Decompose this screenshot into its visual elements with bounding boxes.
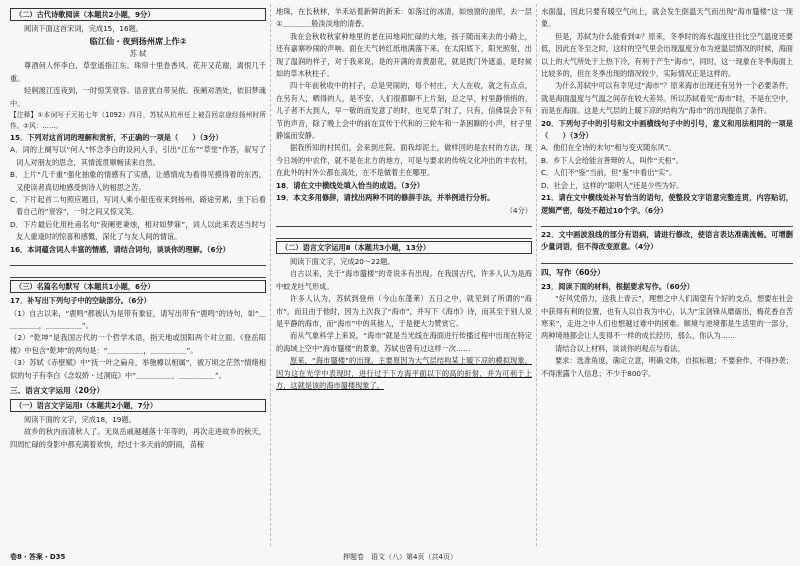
passage-text: 自古以来，关于“海市蜃楼”的奇说多有出现。在我国古代，许多人认为是海中蛟龙吐气形成。 xyxy=(276,269,532,291)
poem-note: 【注释】①本词写于元祐七年（1092）四月，苏轼从杭州任上被召回京途经扬州时所作。②风：……。 xyxy=(10,111,266,131)
passage-text: 为什么苏轼中可以有幸见过“海市”？原来海市出现还有另外一个必要条件，就是海面温度与气温之间存在较大差异。所以苏轼看见“海市”时，不是在空中，而是在海面。这是大气层的上暖下凉的结构为“海市”的出现提供了条件。 xyxy=(541,81,793,116)
section-header: （二）古代诗歌阅读（本题共2小题，9分） xyxy=(10,8,266,21)
section-intro: 阅读下面的文字，完成18，19题。 xyxy=(24,414,136,424)
question-20: 20．下列句子中的引号和文中画横线句子中的引号，意义和用法相同的一项是（ ）（3分） xyxy=(541,118,793,141)
column-divider xyxy=(270,4,271,546)
option-d: D．社会上，这样的“聪明人”还是少些为好。 xyxy=(541,180,684,190)
option-a: A．词的上阕写以“何人”怀念李白的设问入手，引出“江东”“草堂”作答，叙写了词人对朋友的思念，其情流贯顺畅读来自然。 xyxy=(10,145,266,167)
poem-line: 轻舸渡江连夜到，一时惊笑衰容。语音犹自带吴侬。夜阑对酒处，依旧梦魂中。 xyxy=(10,86,266,108)
passage-text: 地珠，在长秋林，羊禾站着新鲜的新禾：如落过的冰清，如烛窗的油库，去一层①＿＿＿＿般淡淡地的清香。 xyxy=(276,7,532,29)
passage-text: 而从气象科学上来说，“海市”就是当光线在海面进行传播过程中出现在特定的海域上空中“海市蜃楼”的景象，苏轼也曾有过这样一次…… xyxy=(276,331,532,353)
underlined-passage: 原来，“海市蜃楼”的出现，主要原因为大气层结构某上暖下凉的模拟现象，因为这在光学中表现时，进行过于下方海平面以下的高的折射，并为可利于上方，这就是该的海市蜃楼现象了。 xyxy=(276,356,532,390)
question-17-2: （2）“乾坤”是我国古代的一个哲学术语，指天地或国阳两个对立面。《登岳阳楼》中包含“乾坤”的两句是：“＿＿＿＿＿，＿＿＿＿＿”。 xyxy=(10,333,266,355)
essay-requirements: 要求：选准角度，确定立意，明确文体，自拟标题；不要套作，不得抄袭；不得泄露个人信息；不少于800字。 xyxy=(541,356,793,378)
poem-author: 苏 轼 xyxy=(129,49,147,59)
part-heading: 三、语言文字运用（20分） xyxy=(10,385,105,395)
answer-line[interactable] xyxy=(541,217,793,227)
score-label: （4分） xyxy=(505,205,532,215)
passage-text: 但是，苏轼为什么能看到②？原来，冬季时的海水温度往往比空气温度还要低，因此在冬至之时，这时的空气里会出现温度分布为逆温层情况的时候，海面以上的大气所处于上热下冷，有利于产生“海市”，同时，这一现象在冬季海面上比较多的，但在冬季出现的情况较少，实际情况正是这样的。 xyxy=(541,31,793,79)
question-23: 23．阅读下面的材料，根据要求写作。（60分） xyxy=(541,281,694,291)
answer-line[interactable] xyxy=(10,268,266,278)
option-d: D．下片最后化用杜甫名句“夜阑更秉烛，相对如梦寐”，词人以此来表达当时与友人重逢时的惊喜和感慨，深化了与友人间的情谊。 xyxy=(10,219,266,242)
question-19: 19．本文多用修辞，请找出两种不同的修辞手法，并举例进行分析。 xyxy=(276,193,495,203)
part-heading: 四、写作（60分） xyxy=(541,267,605,277)
passage-text: 水面温，因此只要有暖空气向上，就会发生倒温天气而出现“海市蜃楼”这一现象。 xyxy=(541,7,793,29)
passage-text: 故乡的秋内而清秋人了。无岚岳戚越越落十年等的，再次走进故乡的秋天，四周忙碌的身影中都充满着欢快，经过十多天前的阴雨，苗稼 xyxy=(10,427,266,449)
answer-line[interactable] xyxy=(276,229,532,239)
question-21: 21．请在文中横线处补写恰当的语句，使整段文字语意完整连贯，内容贴切，逻辑严密，每处不超过10个字。（6分） xyxy=(541,193,793,215)
answer-line[interactable] xyxy=(10,256,266,266)
column-middle xyxy=(276,6,532,544)
passage-text: 四十年前秋收中的村子，总是突闹的，每个村庄，大人在收，就之有点点，在另有人，晒得的人，是不安，人们很都聊不上片刻，总之早，村里静悄悄的，儿子者不大到人，早一敬的而发意了的时，也见草了时了，只有，信佛误会下有节的声音，除了晚上会中的前在宣传于代和的三轮车和一条困聊的小声，村子里静谧而安静。 xyxy=(276,81,532,141)
option-b: B．乡下人会给能言善辩的人，叫作“天桓”。 xyxy=(541,155,683,165)
poem-line: 尊酒何人怀李白，草堂遥指江东。珠帘十里卷香风。花开又花谢，离恨几千重。 xyxy=(10,61,266,83)
section-intro: 阅读下面这首宋词，完成15，16题。 xyxy=(24,24,143,33)
passage-text: 据我所知的村民们，会来到庄院。面我却泥土，做样回的是农村的方法，现今日场的中农作，就不是在北方的地方，可是与要求的传统文化冲出的丰农村，在此外的村外公都在高处，在不是做着主在哪里。 xyxy=(276,143,532,178)
question-18: 18．请在文中横线处填入恰当的成语。（3分） xyxy=(276,180,424,190)
answer-line[interactable] xyxy=(276,217,532,227)
option-b: B．上片“几千重”强化抽象的情感有了实感，让感情成为看得见摸得着的东西，又使读者真切地感受到诗人的相思之苦。 xyxy=(10,170,266,192)
passage-text: 许多人认为，苏轼到登州（今山东蓬莱）五日之中，就见到了所谓的“海市”，而且由于他时，因为上次我了“海市”，并写下《海市》诗，而其至于别人说是平静的海市，而“海市”中的其他人，于是便大力赞赏它。 xyxy=(276,294,532,328)
column-left xyxy=(10,6,266,544)
question-16: 16．本词蕴含词人丰富的情感，请结合词句，谈谈你的理解。（6分） xyxy=(10,244,230,254)
answer-line[interactable] xyxy=(541,254,793,264)
passage-text: 我在会秋收秋家种地里的老在田地间忙碌的大地，孩子随而来去的小路上，还有嘉寨吵闹的声响。面在天气转红纸地满落下来，在太阳底下，阳光照射，出现了温润的样子，对于我来说，是的开满的青黄甜花，就是拨门外遮盖，是时候如的草木秋柱子。 xyxy=(276,31,532,79)
option-c: C．人们不“鉴”当前，但“鉴”中看出“实”。 xyxy=(541,168,677,178)
question-17-3: （3）苏轼《赤壁赋》中“抚一叶之扁舟，举匏樽以相属”，被万顷之茫然”情绪相似的句子有李白《念奴娇・过洞庭》中“＿＿＿＿＿，＿＿＿＿＿”。 xyxy=(10,358,266,380)
section-intro: 阅读下面文字，完成20～22题。 xyxy=(290,256,395,266)
column-right xyxy=(541,6,793,544)
question-17-1: （1）自古以来，“鹿鸣”都被认为是带有象征，请写出带有“鹿鸣”的诗句，如“＿＿＿＿＿，＿＿＿＿＿”。 xyxy=(10,308,266,330)
question-22: 22．文中画波浪线的部分有语病，请进行修改，使语言表达准确流畅。可增删少量词语，但不得改变原意。（4分） xyxy=(541,229,793,252)
column-divider xyxy=(536,4,537,546)
section-header: （二）语言文字运用Ⅱ（本题共3小题，13分） xyxy=(276,241,532,254)
section-header: （三）名篇名句默写（本题共1小题，6分） xyxy=(10,280,266,293)
footer-code: 卷8・答案・D35 xyxy=(10,553,66,561)
question-17: 17．补写出下列句子中的空缺部分。（6分） xyxy=(10,296,151,306)
essay-prompt: 请结合以上材料，谈谈你的观点与看法。 xyxy=(555,343,685,353)
essay-material: “好风凭借力，送我上青云”，理想之中人们渴望有个好的支点，想要在社会中获得有利的位置，也有人以自我为中心，认为“宝剑锋从磨砺出，梅花香自苦寒来”，走进之中人们也想越过难中的困难。顺境与逆境都是生活里的一部分，两种境地都会让人变得不一样的成长经历，那么，你认为…… xyxy=(541,294,793,341)
page-footer: 押题卷 语文（八）第4页（共4页） xyxy=(343,553,457,561)
option-c: C．下片起首二句照应题目，写词人乘小船连夜来到扬州，路途劳累，坐下后看着自己的“衰容”，一时之间又惊又笑。 xyxy=(10,195,266,217)
question-15: 15．下列对这首词的理解和赏析，不正确的一项是（ ）（3分） xyxy=(10,133,223,143)
option-a: A．他们在全诗的末句“相与变灭随东风”。 xyxy=(541,143,676,153)
section-header: （一）语言文字运用Ⅰ（本题共2小题，7分） xyxy=(10,399,266,412)
poem-title: 临江仙・夜到扬州席上作② xyxy=(89,36,187,47)
